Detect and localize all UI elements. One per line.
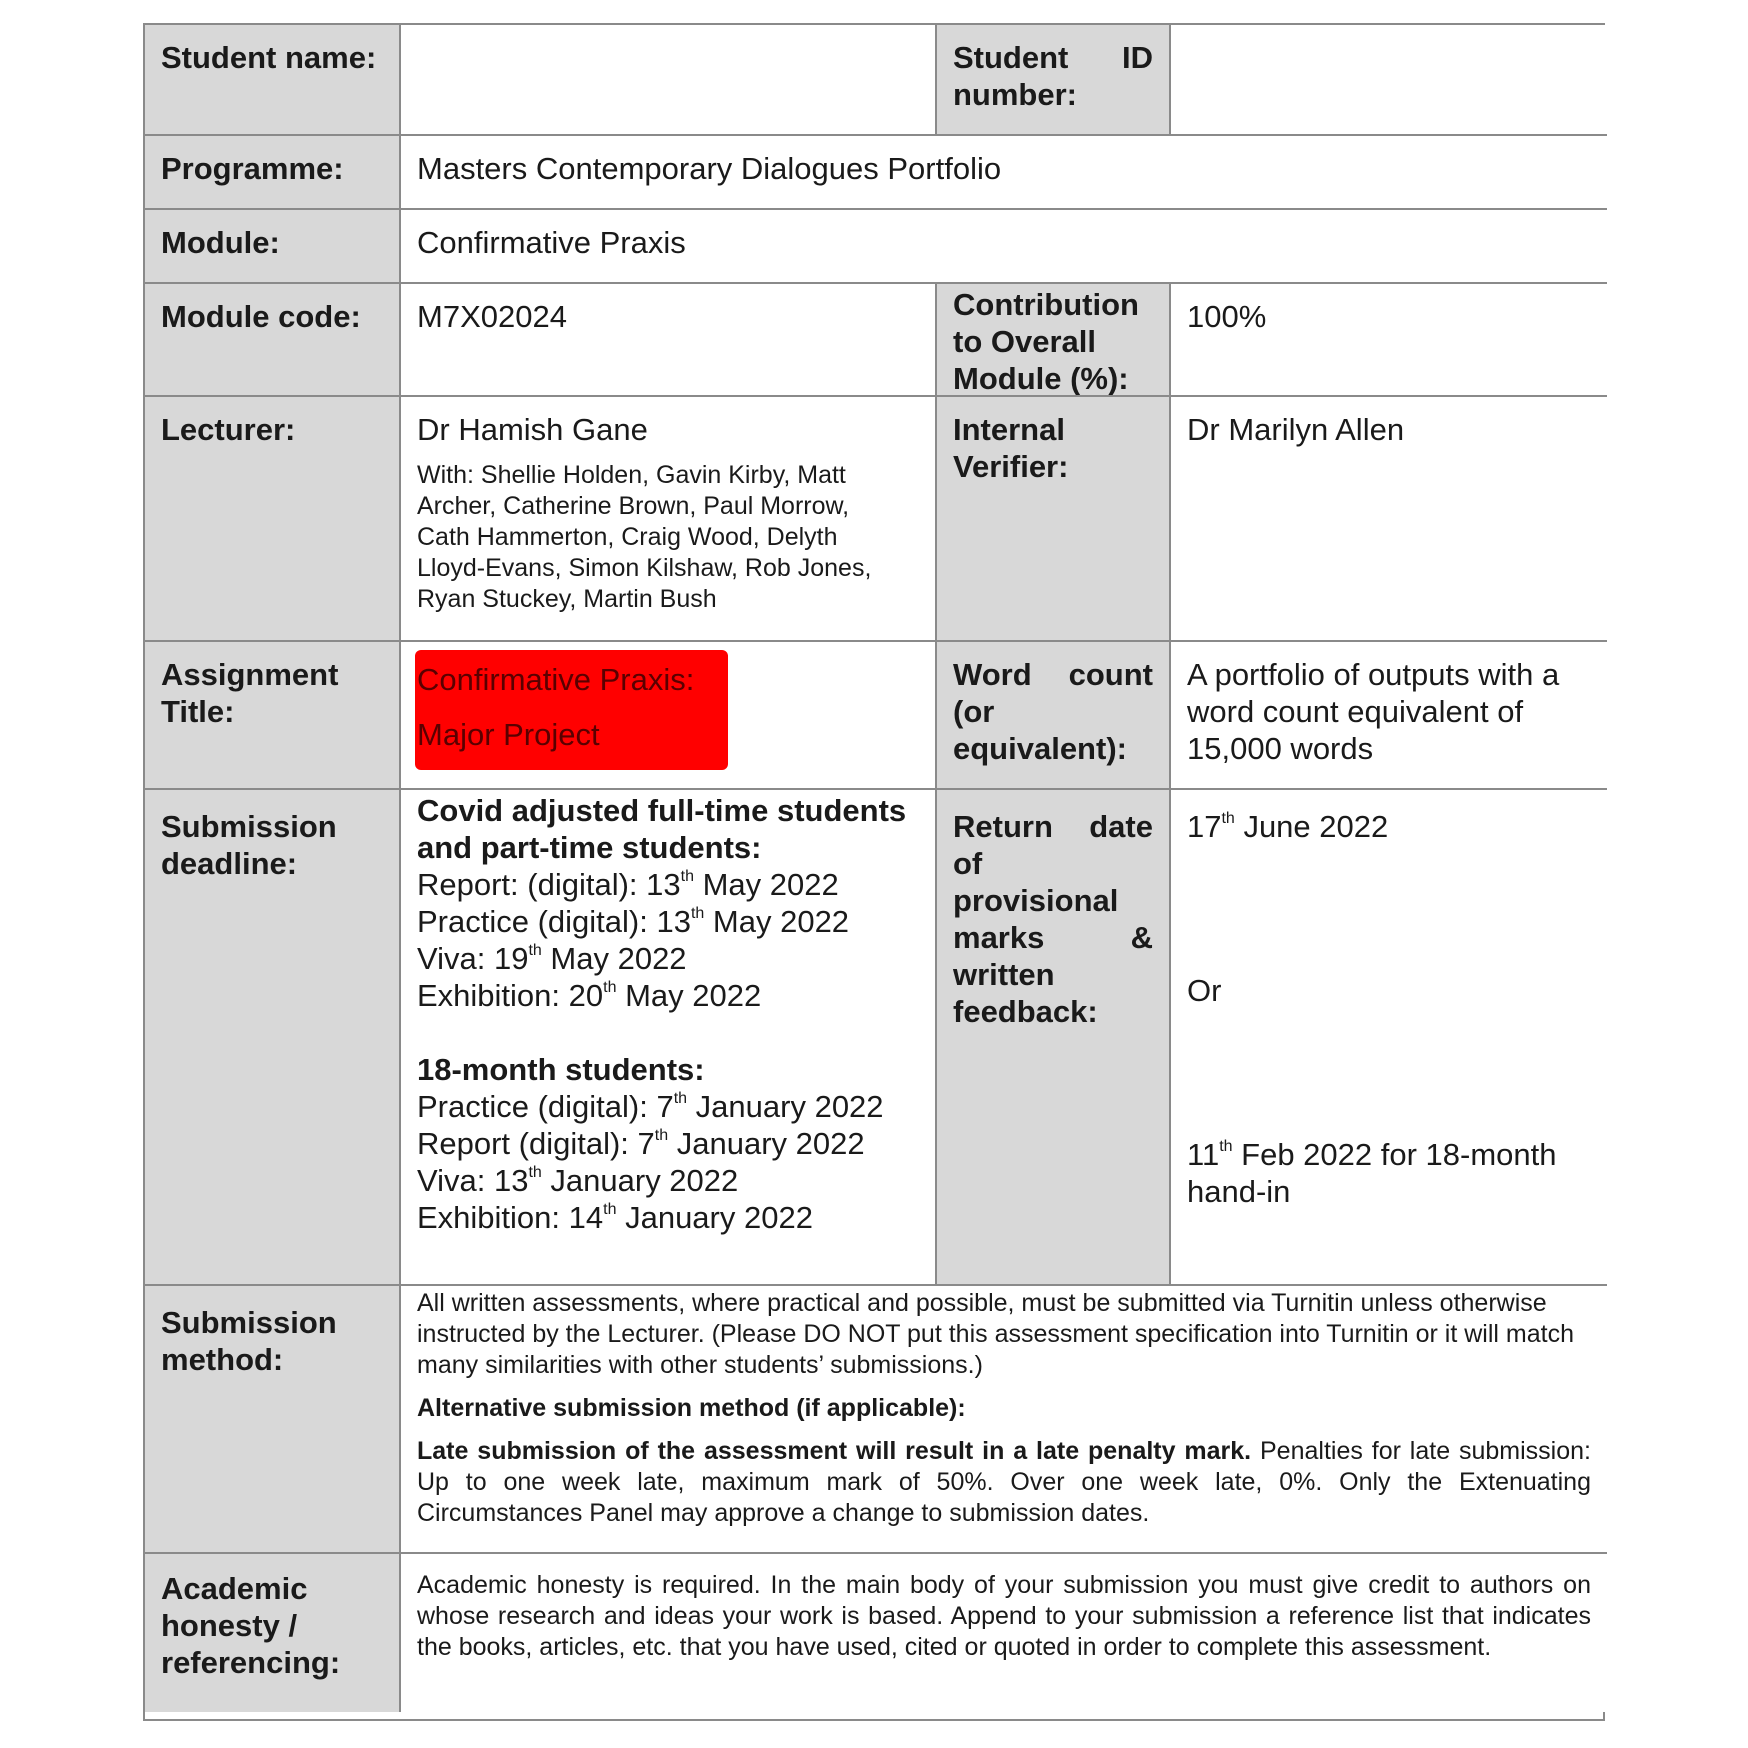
lecturer-team-line: Archer, Catherine Brown, Paul Morrow, — [417, 492, 850, 520]
deadline-text: Practice (digital): 13 — [417, 904, 691, 939]
contribution-label — [937, 284, 1171, 397]
ordinal-suffix: th — [528, 1164, 542, 1181]
student-name-value — [401, 25, 937, 136]
late-submission-details: Penalties for late submission: Up to one week late, maximum mark of 50%. Over one week late, 0%. Only the Extenuating Circumstances Panel may approve a change to submission dates. — [417, 1437, 1591, 1527]
or-text: Or — [1187, 973, 1222, 1008]
deadline-line — [417, 866, 919, 903]
contribution-value: 100% — [1171, 284, 1607, 397]
deadline-text: January 2022 — [668, 1126, 865, 1161]
alternative-submission-heading: Alternative submission method (if applicable): — [417, 1394, 966, 1422]
deadline-text: Practice (digital): 7 — [417, 1089, 674, 1124]
student-name-label: Student name: — [145, 25, 401, 136]
return-date-primary — [1187, 808, 1591, 845]
student-id-value — [1171, 25, 1607, 136]
academic-honesty-paragraph: Academic honesty is required. In the main body of your submission you must give credit to authors on whose research and ideas your work is based. Append to your submission a reference list that indicates the books, articles, etc. that you have used, cited or quoted in order to complete this assessment. — [417, 1571, 1591, 1661]
submission-deadline-value — [401, 790, 937, 1286]
contribution-label-line1: Contribution — [953, 287, 1139, 322]
ordinal-suffix: th — [1221, 810, 1235, 827]
late-submission-paragraph — [417, 1436, 1591, 1529]
return-date-label-line: written — [953, 957, 1055, 992]
academic-honesty-label-line3: referencing: — [161, 1645, 341, 1680]
turnitin-paragraph: All written assessments, where practical and possible, must be submitted via Turnitin unless otherwise instructed by the Lecturer. (Please DO NOT put this assessment specification into Turnitin or it will match many similarities with other students’ submissions.) — [417, 1289, 1574, 1379]
deadline-text: May 2022 — [616, 978, 762, 1013]
return-date-label-line: Return date — [953, 809, 1153, 844]
deadline-text: May 2022 — [704, 904, 850, 939]
word-count-label-line1: Word count — [953, 657, 1153, 692]
deadline-text: January 2022 — [541, 1163, 739, 1198]
submission-deadline-label — [145, 790, 401, 1286]
lecturer-name: Dr Hamish Gane — [417, 412, 648, 447]
programme-label: Programme: — [145, 136, 401, 210]
return-date-label — [937, 790, 1171, 1286]
return-date-label-line: of — [953, 846, 983, 881]
deadline-line — [417, 903, 919, 940]
assessment-specification-table — [143, 23, 1605, 1721]
deadline-line — [417, 1162, 919, 1199]
internal-verifier-label — [937, 397, 1171, 642]
deadline-text: Exhibition: 14 — [417, 1200, 604, 1235]
assignment-title-highlight — [415, 650, 728, 770]
deadline-line — [417, 1125, 919, 1162]
contribution-label-line2: to Overall — [953, 324, 1096, 359]
word-count-line: word count equivalent of — [1187, 694, 1524, 729]
word-count-label-line3: equivalent): — [953, 731, 1127, 766]
deadline-text: Report: (digital): 13 — [417, 867, 681, 902]
lecturer-team-line: With: Shellie Holden, Gavin Kirby, Matt — [417, 461, 846, 489]
ordinal-suffix: th — [603, 1201, 617, 1218]
academic-honesty-label-line1: Academic — [161, 1571, 308, 1606]
deadline-text: January 2022 — [616, 1200, 813, 1235]
group2-heading: 18-month students: — [417, 1052, 705, 1087]
deadline-text: January 2022 — [687, 1089, 884, 1124]
academic-honesty-label-line2: honesty / — [161, 1608, 298, 1643]
ordinal-suffix: th — [690, 905, 705, 922]
ordinal-suffix: th — [673, 1090, 688, 1107]
ordinal-suffix: th — [603, 979, 617, 996]
module-code-value: M7X02024 — [401, 284, 937, 397]
submission-deadline-label-line2: deadline: — [161, 846, 298, 881]
internal-verifier-value: Dr Marilyn Allen — [1171, 397, 1607, 642]
ordinal-suffix: th — [680, 868, 694, 885]
submission-method-label-line2: method: — [161, 1342, 284, 1377]
deadline-text: Viva: 19 — [417, 941, 529, 976]
word-count-label-line2: (or — [953, 694, 995, 729]
return-date-label-line: marks & — [953, 920, 1153, 955]
deadline-line — [417, 1088, 919, 1125]
lecturer-team-line: Ryan Stuckey, Martin Bush — [417, 585, 717, 613]
ordinal-suffix: th — [1219, 1138, 1233, 1155]
internal-verifier-label-line1: Internal — [953, 412, 1065, 447]
date-text: June 2022 — [1234, 809, 1389, 844]
module-code-label: Module code: — [145, 284, 401, 397]
lecturer-value — [401, 397, 937, 642]
word-count-label — [937, 642, 1171, 790]
deadline-text: Report (digital): 7 — [417, 1126, 655, 1161]
assignment-title-value — [401, 642, 937, 790]
submission-deadline-label-line1: Submission — [161, 809, 337, 844]
assignment-title-label-line2: Title: — [161, 694, 235, 729]
academic-honesty-label — [145, 1554, 401, 1712]
group1-heading-line2: and part-time students: — [417, 830, 762, 865]
word-count-line: 15,000 words — [1187, 731, 1374, 766]
return-date-label-line: provisional — [953, 883, 1119, 918]
deadline-text: May 2022 — [693, 867, 839, 902]
deadline-line — [417, 977, 919, 1014]
date-text: Feb 2022 for 18-month — [1232, 1137, 1557, 1172]
internal-verifier-label-line2: Verifier: — [953, 449, 1069, 484]
lecturer-label: Lecturer: — [145, 397, 401, 642]
lecturer-team-line: Cath Hammerton, Craig Wood, Delyth — [417, 523, 838, 551]
deadline-line — [417, 1199, 919, 1236]
assignment-title-label-line1: Assignment — [161, 657, 339, 692]
programme-value: Masters Contemporary Dialogues Portfolio — [401, 136, 1607, 210]
assignment-title-line1: Confirmative Praxis: — [417, 662, 695, 697]
module-value: Confirmative Praxis — [401, 210, 1607, 284]
group1-heading-line1: Covid adjusted full-time students — [417, 793, 907, 828]
student-id-label — [937, 25, 1171, 136]
word-count-line: A portfolio of outputs with a — [1187, 657, 1560, 692]
module-label: Module: — [145, 210, 401, 284]
return-date-alternate-line2: hand-in — [1187, 1174, 1291, 1209]
deadline-text: Exhibition: 20 — [417, 978, 604, 1013]
deadline-text: May 2022 — [541, 941, 687, 976]
academic-honesty-value — [401, 1554, 1607, 1712]
ordinal-suffix: th — [528, 942, 542, 959]
assignment-title-line2: Major Project — [417, 717, 600, 752]
contribution-label-line3: Module (%): — [953, 361, 1129, 396]
return-date-value — [1171, 790, 1607, 1286]
submission-method-value — [401, 1286, 1607, 1554]
spacer — [417, 1014, 919, 1051]
deadline-text: Viva: 13 — [417, 1163, 529, 1198]
lecturer-team-line: Lloyd-Evans, Simon Kilshaw, Rob Jones, — [417, 554, 872, 582]
student-id-label-line1: Student ID — [953, 40, 1153, 75]
date-text: 17 — [1187, 809, 1222, 844]
lecturer-team-list — [417, 460, 919, 615]
word-count-value — [1171, 642, 1607, 790]
assignment-title-label — [145, 642, 401, 790]
submission-method-label-line1: Submission — [161, 1305, 337, 1340]
return-date-alternate — [1187, 1136, 1591, 1173]
return-date-label-line: feedback: — [953, 994, 1098, 1029]
ordinal-suffix: th — [654, 1127, 669, 1144]
submission-method-label — [145, 1286, 401, 1554]
student-id-label-line2: number: — [953, 77, 1077, 112]
late-submission-warning: Late submission of the assessment will result in a late penalty mark. — [417, 1437, 1252, 1465]
date-text: 11 — [1187, 1137, 1220, 1172]
deadline-line — [417, 940, 919, 977]
